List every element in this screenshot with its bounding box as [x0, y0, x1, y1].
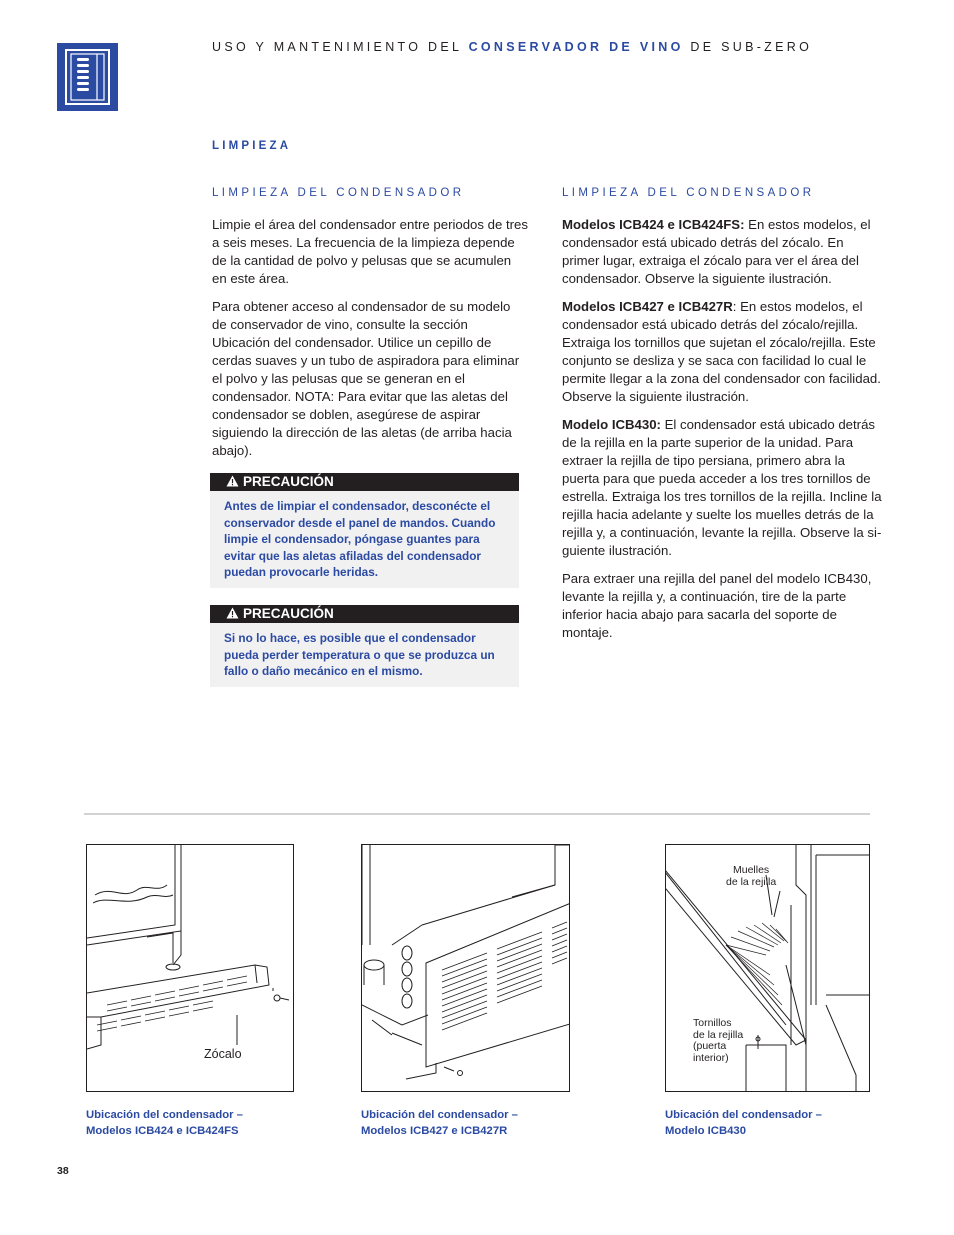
figure-icb430: [665, 844, 870, 1092]
paragraph-body: Para extraer una rejilla del panel del modelo ICB430, levante la rejilla y, a continuación, tire de la parte inferior hacia abajo para sacarla del soporte de montaje.: [562, 571, 872, 640]
label-screws: [693, 1018, 743, 1064]
label-line: de la rejilla: [693, 1028, 744, 1041]
header-brand: CONSERVADOR DE VINO: [468, 40, 684, 54]
label-line: Muelles: [733, 864, 770, 876]
page-number: 38: [57, 1165, 69, 1177]
caption-line: Modelo ICB430: [665, 1125, 746, 1137]
caption-figure-3: [665, 1107, 822, 1139]
right-paragraph-2: [562, 298, 884, 406]
model-heading: Modelos ICB424 e ICB424FS:: [562, 217, 745, 232]
caption-line: Modelos ICB427 e ICB427R: [361, 1125, 508, 1137]
left-column: [212, 186, 528, 470]
section-title: LIMPIEZA: [212, 140, 292, 152]
right-paragraph-1: [562, 216, 884, 288]
caution-label: PRECAUCIÓN: [243, 474, 334, 489]
header-suffix: DE SUB-ZERO: [683, 40, 813, 54]
left-paragraph-2: Para obtener acceso al condensador de su modelo de conservador de vino, consulte la sección Ubicación del condensador. Utilice un cepillo de cerdas suaves y un tubo de aspiradora para eliminar el polvo y las pelusas que se generan en el condensador. NOTA: Para evitar que las aletas del condensador se doblen, asegúrese de aspirar siguiendo la dirección de las aletas (de arriba hacia abajo).: [212, 299, 520, 458]
right-paragraph-3: [562, 416, 884, 560]
wine-storage-icon: [57, 43, 118, 111]
caption-line: Ubicación del condensador –: [86, 1109, 243, 1121]
caption-figure-2: [361, 1107, 518, 1139]
model-heading: Modelos ICB427 e ICB427R: [562, 299, 733, 314]
divider: [84, 813, 870, 815]
paragraph-body: En estos modelos, el condensador está ubicado detrás del zócalo. En primer lugar, extraiga el zócalo para ver el área del condensador. Observe la siguiente ilustración.: [562, 217, 871, 286]
header-prefix: USO Y MANTENIMIENTO DEL: [212, 40, 469, 54]
caption-line: Ubicación del condensador –: [361, 1109, 518, 1121]
label-line: (puerta: [693, 1040, 727, 1052]
model-heading: Modelo ICB430:: [562, 417, 661, 432]
figure-icb424: [86, 844, 294, 1092]
caution-text: Si no lo hace, es posible que el condensador pueda perder temperatura o que se produzca un fallo o daño mecánico en el mismo.: [224, 631, 495, 678]
right-column: [562, 186, 884, 652]
logo: [57, 43, 118, 111]
caution-text: Antes de limpiar el condensador, desconécte el conservador desde el panel de mandos. Cuando limpie el condensador, póngase guantes para evitar que las aletas afiladas del condensador puedan provocarle heridas.: [224, 499, 496, 579]
warning-triangle-icon: [226, 607, 239, 619]
page-header: [212, 40, 812, 54]
caption-line: Ubicación del condensador –: [665, 1109, 822, 1121]
caption-line: Modelos ICB424 e ICB424FS: [86, 1125, 239, 1137]
caution-label: PRECAUCIÓN: [243, 606, 334, 621]
right-subhead: LIMPIEZA DEL CONDENSADOR: [562, 187, 815, 199]
warning-triangle-icon: [226, 475, 239, 487]
condenser-illustration-1: [87, 845, 293, 1091]
label-springs: [726, 865, 776, 888]
caption-figure-1: [86, 1107, 243, 1139]
paragraph-body: El condensador está ubicado detrás de la rejilla en la parte superior de la unidad. Para extraer la rejilla de tipo persiana, primero abra la puerta para que pueda acceder a los tres tornillos de estrella. Extraiga los tres tornillos de la rejilla. Incline la rejilla hacia adelante y suelte los muelles detrás de la rejilla y, a continuación, levante la rejilla. Observe la si-guiente ilustración.: [562, 417, 882, 558]
left-subhead: LIMPIEZA DEL CONDENSADOR: [212, 187, 465, 199]
label-line: Tornillos: [693, 1017, 732, 1029]
paragraph-body: : En estos modelos, el condensador está ubicado detrás del zócalo/rejilla. Extraiga los tornillos que sujetan el zócalo/rejilla. Este conjunto se desliza y se saca con facilidad lo cual le permite llegar a la zona del condensador con facilidad. Observe la siguiente ilustración.: [562, 299, 881, 404]
left-paragraph-1: Limpie el área del condensador entre periodos de tres a seis meses. La frecuencia de la limpieza depende de la cantidad de polvo y pelusas que se acumulen en este área.: [212, 217, 528, 286]
caution-header: [210, 473, 519, 491]
right-paragraph-4: [562, 570, 884, 642]
caution-box-2: [210, 605, 519, 687]
label-zocalo: Zócalo: [204, 1047, 242, 1061]
label-line: de la rejilla: [726, 875, 777, 888]
caution-header: [210, 605, 519, 623]
condenser-illustration-2: [362, 845, 569, 1091]
caution-box-1: [210, 473, 519, 588]
figure-icb427: [361, 844, 570, 1092]
label-line: interior): [693, 1051, 729, 1064]
